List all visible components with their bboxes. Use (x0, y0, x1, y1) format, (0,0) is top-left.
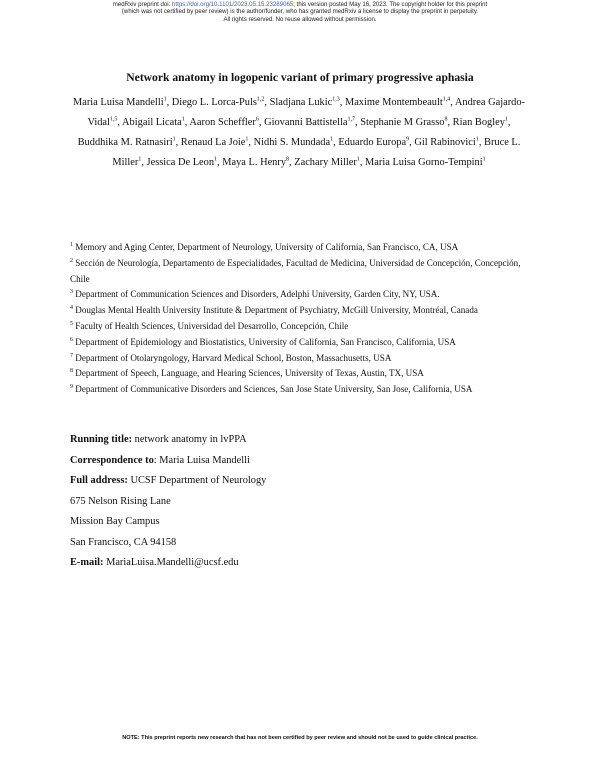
affiliation (70, 303, 532, 319)
author (147, 157, 218, 168)
email: E-mail: MariaLuisa.Mandelli@ucsf.edu (70, 557, 239, 568)
affiliation-number: 7 (70, 352, 73, 359)
affiliation-text: Douglas Mental Health University Institute & Department of Psychiatry, McGill University, Montréal, Canada (73, 305, 478, 316)
author-affiliation-mark: 1 (504, 116, 508, 123)
affiliation (70, 319, 532, 335)
address-line: San Francisco, CA 94158 (70, 536, 177, 548)
affiliation-text: Faculty of Health Sciences, Universidad del Desarrollo, Concepción, Chile (73, 320, 349, 331)
affiliation (70, 351, 532, 367)
author-list: Maria Luisa Mandelli$^1$, Diego L. Lorca-Puls$^{1,2}$, Sladjana Lukic$^{1,3}$, Maxime Montembeault$^{1,4}$, Andrea Gajardo-Vidal$^{1,5}$, Abigail Licata$^1$, Aaron Scheffler$^6$, Giovanni Battistella$^{1,7}$, Stephanie M Grasso$^8$, Rian Bogley$^1$, Buddhika M. Ratnasiri$^1$, Renaud La Joie$^1$, Nidhi S. Mundada$^1$, Eduardo Europa$^9$, Gil Rabinovici$^1$, Bruce L. Miller$^1$, Jessica De Leon$^1$, Maya L. Henry$^8$, Zachary Miller$^1$, Maria Luisa Gorno-Tempini$^1$ (72, 96, 526, 168)
author-name: Jessica De Leon (146, 157, 215, 168)
author-name: Aaron Scheffler (189, 117, 256, 128)
affiliation-number: 1 (70, 241, 73, 248)
email-link[interactable]: MariaLuisa.Mandelli@ucsf.edu (103, 557, 239, 568)
author-name: Sladjana Lukic (269, 97, 333, 108)
affiliation-text: Department of Communicative Disorders and Sciences, San Jose State University, San Jose, California, USA (73, 384, 473, 395)
author-name: Abigail Licata (122, 117, 182, 128)
author (294, 157, 360, 168)
author-affiliation-mark: 1 (181, 116, 185, 123)
author-affiliation-mark: 1,2 (256, 96, 265, 103)
header-line-2: (which was not certified by peer review) is the author/funder, who has granted medRxiv a license to display the preprint in perpetuity. (121, 8, 479, 16)
author-name: Andrea Gajardo-Vidal (87, 97, 526, 128)
affiliation-number: 8 (70, 368, 73, 375)
author (172, 97, 265, 108)
author-name: Buddhika M. Ratnasiri (77, 137, 173, 148)
author (338, 137, 409, 148)
header-line-1: medRxiv preprint doi: https://doi.org/10.1101/2023.05.15.23289065; this version posted May 16, 2023. The copyright holder for this preprint (112, 1, 488, 8)
author (78, 137, 176, 148)
affiliation (70, 287, 532, 303)
author-affiliation-mark: 1 (482, 156, 486, 163)
affiliation (70, 366, 532, 382)
affiliation-text: Sección de Neurología, Departamento de Especialidades, Facultad de Medicina, Universidad de Concepción, Concepción, Chile (70, 257, 521, 284)
author-affiliation-mark: 8 (286, 156, 290, 163)
correspondence: Correspondence to: Maria Luisa Mandelli (70, 454, 250, 466)
paper-title: Network anatomy in logopenic variant of primary progressive aphasia (126, 71, 474, 84)
affiliation-text: Department of Communication Sciences and Disorders, Adelphi University, Garden City, NY, USA. (73, 289, 440, 300)
author-affiliation-mark: 1,4 (442, 96, 451, 103)
author-name: Nidhi S. Mundada (253, 137, 331, 148)
author-name: Maya L. Henry (222, 157, 287, 168)
author (264, 117, 355, 128)
author-name: Bruce L. Miller (112, 137, 521, 168)
author-name: Diego L. Lorca-Puls (171, 97, 257, 108)
running-title: Running title: network anatomy in lvPPA (70, 434, 247, 445)
author-affiliation-mark: 1 (163, 96, 167, 103)
affiliation (70, 256, 532, 288)
author-affiliation-mark: 6 (255, 116, 259, 123)
doi-link[interactable]: https://doi.org/10.1101/2023.05.15.23289065 (172, 1, 294, 8)
address-line: 675 Nelson Rising Lane (70, 495, 171, 507)
author (270, 97, 340, 108)
contact-info (70, 430, 532, 574)
author-affiliation-mark: 1 (214, 156, 218, 163)
author-name: Stephanie M Grasso (360, 117, 445, 128)
author-name: Maria Luisa Gorno-Tempini (365, 157, 483, 168)
author-affiliation-mark: 1 (172, 136, 176, 143)
author-affiliation-mark: 1,7 (347, 116, 355, 123)
author (254, 137, 333, 148)
header-line-3: All rights reserved. No reuse allowed without permission. (223, 15, 377, 23)
full-address: Full address: UCSF Department of Neurology (70, 475, 267, 486)
author-name: Rian Bogley (452, 117, 505, 128)
author (189, 117, 258, 128)
affiliation-number: 9 (70, 384, 73, 391)
author-affiliation-mark: 1,3 (332, 96, 340, 103)
affiliation (70, 382, 532, 398)
author (345, 97, 450, 108)
affiliation-number: 6 (70, 336, 73, 343)
affiliation-number: 3 (70, 289, 73, 296)
preprint-header (0, 1, 600, 23)
author-affiliation-mark: 1 (245, 136, 249, 143)
author (181, 137, 249, 148)
author-name: Maria Luisa Mandelli (72, 97, 164, 108)
author-name: Giovanni Battistella (264, 117, 348, 128)
author (73, 97, 167, 108)
affiliation (70, 335, 532, 351)
author (122, 117, 185, 128)
author-affiliation-mark: 1 (330, 136, 334, 143)
affiliation (70, 240, 532, 256)
author-name: Gil Rabinovici (414, 137, 476, 148)
author-name: Zachary Miller (294, 157, 357, 168)
author-affiliation-mark: 1 (138, 156, 142, 163)
author-affiliation-mark: 1 (356, 156, 360, 163)
author (453, 117, 508, 128)
author-affiliation-mark: 1 (475, 136, 479, 143)
author (360, 117, 447, 128)
affiliation-number: 5 (70, 320, 73, 327)
affiliation-number: 2 (70, 257, 73, 264)
author-affiliation-mark: 9 (406, 136, 410, 143)
author-affiliation-mark: 8 (444, 116, 448, 123)
author-name: Eduardo Europa (338, 137, 407, 148)
affiliation-text: Memory and Aging Center, Department of Neurology, University of California, San Francisco, CA, USA (73, 242, 459, 252)
preprint-note: NOTE: This preprint reports new research that has not been certified by peer review and should not be used to guide clinical practice. (122, 735, 478, 741)
affiliation-number: 4 (70, 305, 73, 312)
affiliation-text: Department of Speech, Language, and Hearing Sciences, University of Texas, Austin, TX, USA (73, 368, 424, 379)
author-name: Renaud La Joie (180, 137, 246, 148)
address-line: Mission Bay Campus (70, 516, 160, 527)
author (365, 157, 486, 168)
affiliation-list (70, 240, 532, 398)
author-affiliation-mark: 1,5 (109, 116, 118, 123)
author (222, 157, 289, 168)
author-name: Maxime Montembeault (344, 97, 443, 108)
author (414, 137, 478, 148)
affiliation-text: Department of Epidemiology and Biostatistics, University of California, San Francisco, California, USA (73, 336, 456, 347)
affiliation-text: Department of Otolaryngology, Harvard Medical School, Boston, Massachusetts, USA (73, 352, 392, 363)
